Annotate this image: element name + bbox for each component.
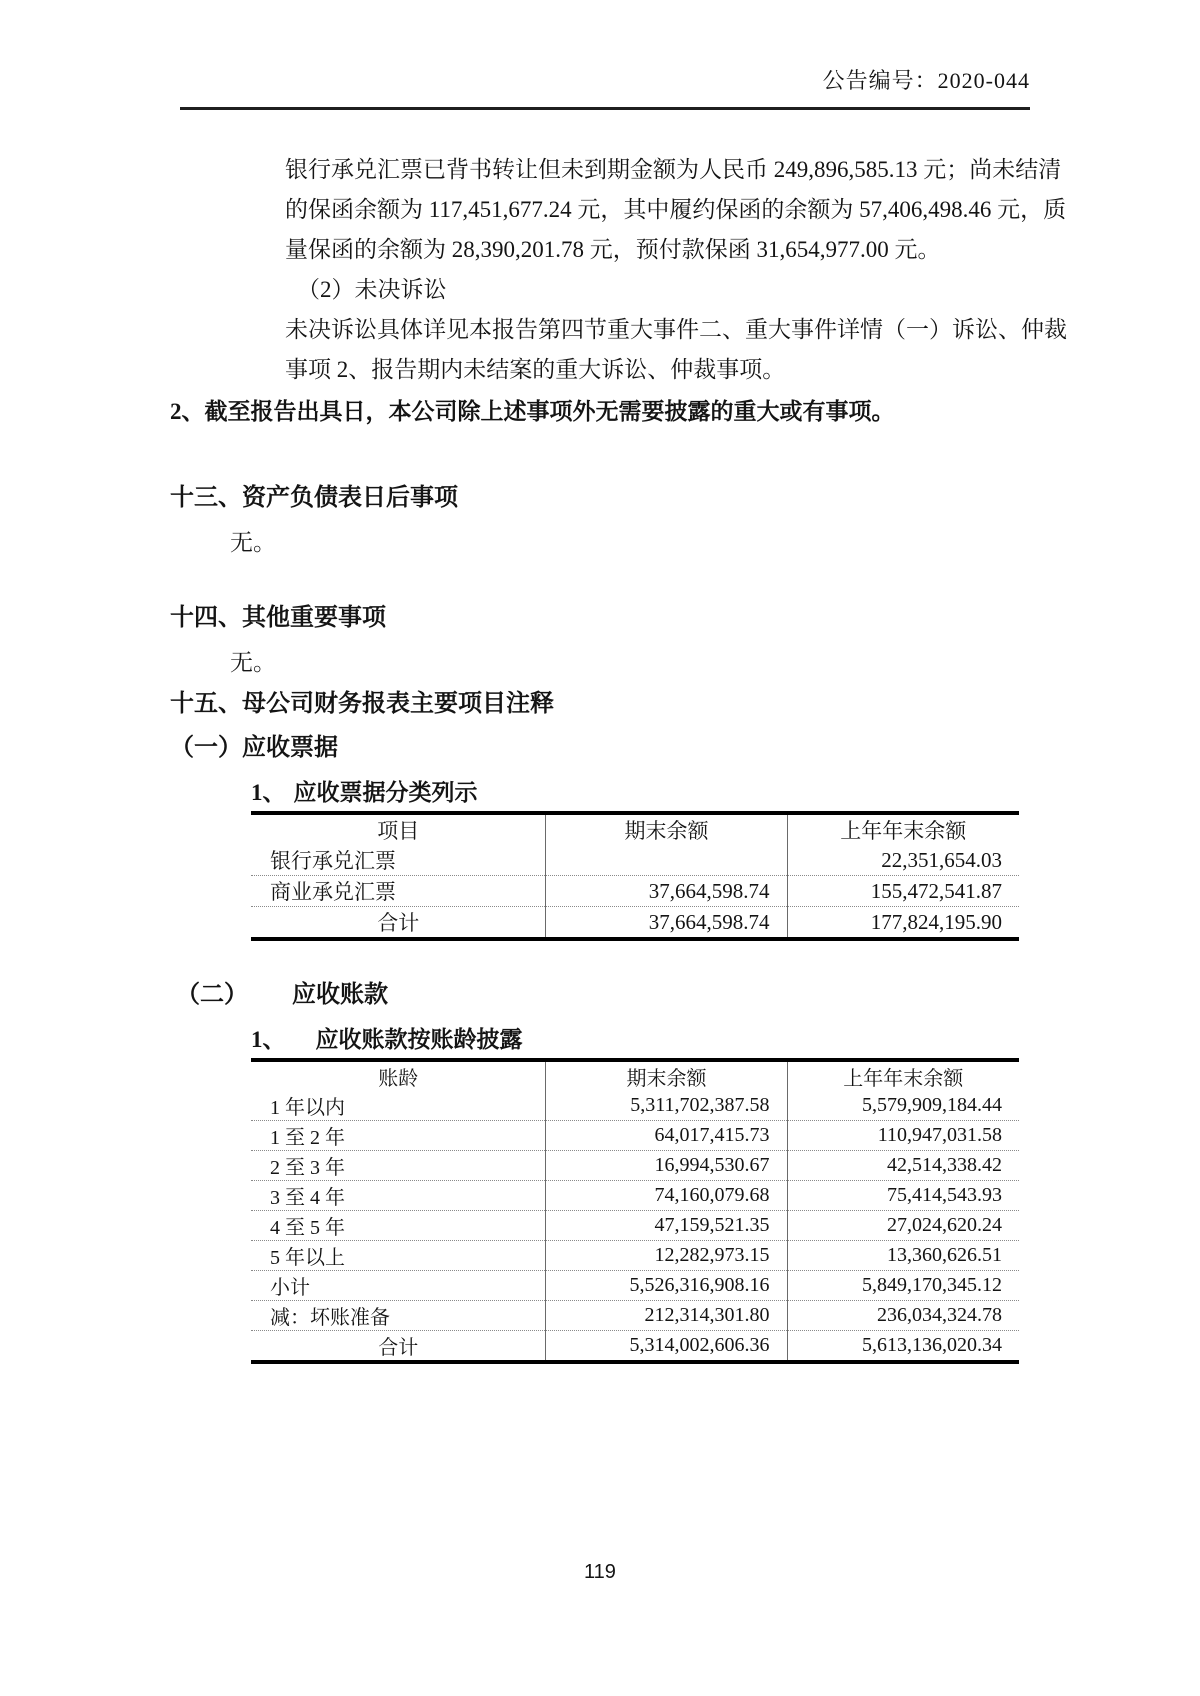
table-total-row (251, 1331, 1019, 1363)
cell-value: 177,824,195.90 (787, 907, 1019, 940)
cell-value: 47,159,521.35 (546, 1211, 787, 1241)
table-header-row (251, 813, 1019, 845)
subsection-label: 应收账款 (292, 982, 388, 1008)
row-label: 1 年以内 (270, 1097, 345, 1119)
cell-value: 5,311,702,387.58 (546, 1091, 787, 1121)
row-label: 2 至 3 年 (270, 1157, 345, 1179)
row-label: 1 至 2 年 (270, 1127, 345, 1149)
section-heading-15: 十五、母公司财务报表主要项目注释 (170, 691, 554, 717)
cell-value: 5,613,136,020.34 (787, 1331, 1019, 1363)
column-header: 期末余额 (546, 813, 787, 845)
notes-receivable-table (251, 811, 1019, 941)
header-divider (180, 107, 1030, 110)
cell-value: 22,351,654.03 (787, 845, 1019, 876)
subsection-number: （二） (176, 982, 248, 1008)
cell-value: 5,526,316,908.16 (546, 1271, 787, 1301)
table-row (251, 1091, 1019, 1121)
cell-value: 12,282,973.15 (546, 1241, 787, 1271)
cell-value: 212,314,301.80 (546, 1301, 787, 1331)
table-header-row (251, 1060, 1019, 1091)
section-14-content: 无。 (230, 650, 276, 675)
table-title-text: 应收票据分类列示 (293, 780, 478, 805)
row-label: 合计 (377, 911, 420, 935)
cell-value: 27,024,620.24 (787, 1211, 1019, 1241)
row-label: 3 至 4 年 (270, 1187, 345, 1209)
column-header: 账龄 (378, 1068, 419, 1090)
page-number: 119 (584, 1561, 616, 1583)
table-title-number: 1、 (251, 780, 286, 805)
paragraph-line: 量保函的余额为 28,390,201.78 元，预付款保函 31,654,977.00 元。 (285, 237, 941, 262)
paragraph-line: 事项 2、报告期内未结案的重大诉讼、仲裁事项。 (285, 357, 786, 382)
row-label: 4 至 5 年 (270, 1217, 345, 1239)
row-label: 银行承兑汇票 (270, 849, 396, 873)
cell-value: 37,664,598.74 (546, 907, 787, 940)
cell-value: 75,414,543.93 (787, 1181, 1019, 1211)
table-row (251, 876, 1019, 907)
cell-value: 37,664,598.74 (546, 876, 787, 907)
cell-value: 74,160,079.68 (546, 1181, 787, 1211)
accounts-receivable-aging-table (251, 1058, 1019, 1364)
cell-value: 16,994,530.67 (546, 1151, 787, 1181)
column-header: 上年年末余额 (787, 1060, 1019, 1091)
column-header: 期末余额 (546, 1060, 787, 1091)
cell-value: 5,579,909,184.44 (787, 1091, 1019, 1121)
column-header: 项目 (377, 819, 420, 843)
section-13-content: 无。 (230, 530, 276, 555)
paragraph-line: 未决诉讼具体详见本报告第四节重大事件二、重大事件详情（一）诉讼、仲裁 (285, 317, 1067, 342)
section-heading-13: 十三、资产负债表日后事项 (170, 485, 458, 511)
paragraph-line: 银行承兑汇票已背书转让但未到期金额为人民币 249,896,585.13 元；尚未结清 (285, 157, 1062, 182)
cell-value: 42,514,338.42 (787, 1151, 1019, 1181)
announcement-number: 公告编号：2020-044 (822, 68, 1030, 93)
table-title-text: 应收账款按账龄披露 (315, 1027, 523, 1052)
table-total-row (251, 907, 1019, 940)
cell-value: 236,034,324.78 (787, 1301, 1019, 1331)
table-title-aging-disclosure (251, 1025, 1030, 1055)
subsection-heading-accounts-receivable (176, 979, 1030, 1011)
row-label: 小计 (270, 1277, 310, 1299)
cell-value: 5,849,170,345.12 (787, 1271, 1019, 1301)
table-row (251, 1181, 1019, 1211)
body-text-block (170, 150, 1067, 432)
section-heading-14: 十四、其他重要事项 (170, 605, 386, 631)
table-row (251, 1241, 1019, 1271)
table-title-number: 1、 (251, 1027, 286, 1052)
row-label: 合计 (378, 1337, 419, 1359)
table-row (251, 1121, 1019, 1151)
cell-value: 110,947,031.58 (787, 1121, 1019, 1151)
paragraph-line: 的保函余额为 117,451,677.24 元，其中履约保函的余额为 57,406,498.46 元，质 (285, 197, 1067, 222)
table-row (251, 845, 1019, 876)
table-row (251, 1301, 1019, 1331)
cell-value: 155,472,541.87 (787, 876, 1019, 907)
statement-no-major-contingencies: 2、截至报告出具日，本公司除上述事项外无需要披露的重大或有事项。 (170, 399, 895, 424)
cell-value: 5,314,002,606.36 (546, 1331, 787, 1363)
row-label: 5 年以上 (270, 1247, 345, 1269)
cell-value: 13,360,626.51 (787, 1241, 1019, 1271)
table-row (251, 1271, 1019, 1301)
column-header: 上年年末余额 (787, 813, 1019, 845)
table-title-notes-classification (251, 778, 1030, 808)
table-row (251, 1151, 1019, 1181)
pending-litigation-subtitle: （2）未决诉讼 (297, 277, 447, 302)
table-row (251, 1211, 1019, 1241)
row-label: 商业承兑汇票 (270, 880, 396, 904)
subsection-heading-receivable-notes: （一）应收票据 (170, 735, 338, 761)
cell-value (546, 845, 787, 876)
row-label: 减：坏账准备 (270, 1307, 390, 1329)
cell-value: 64,017,415.73 (546, 1121, 787, 1151)
